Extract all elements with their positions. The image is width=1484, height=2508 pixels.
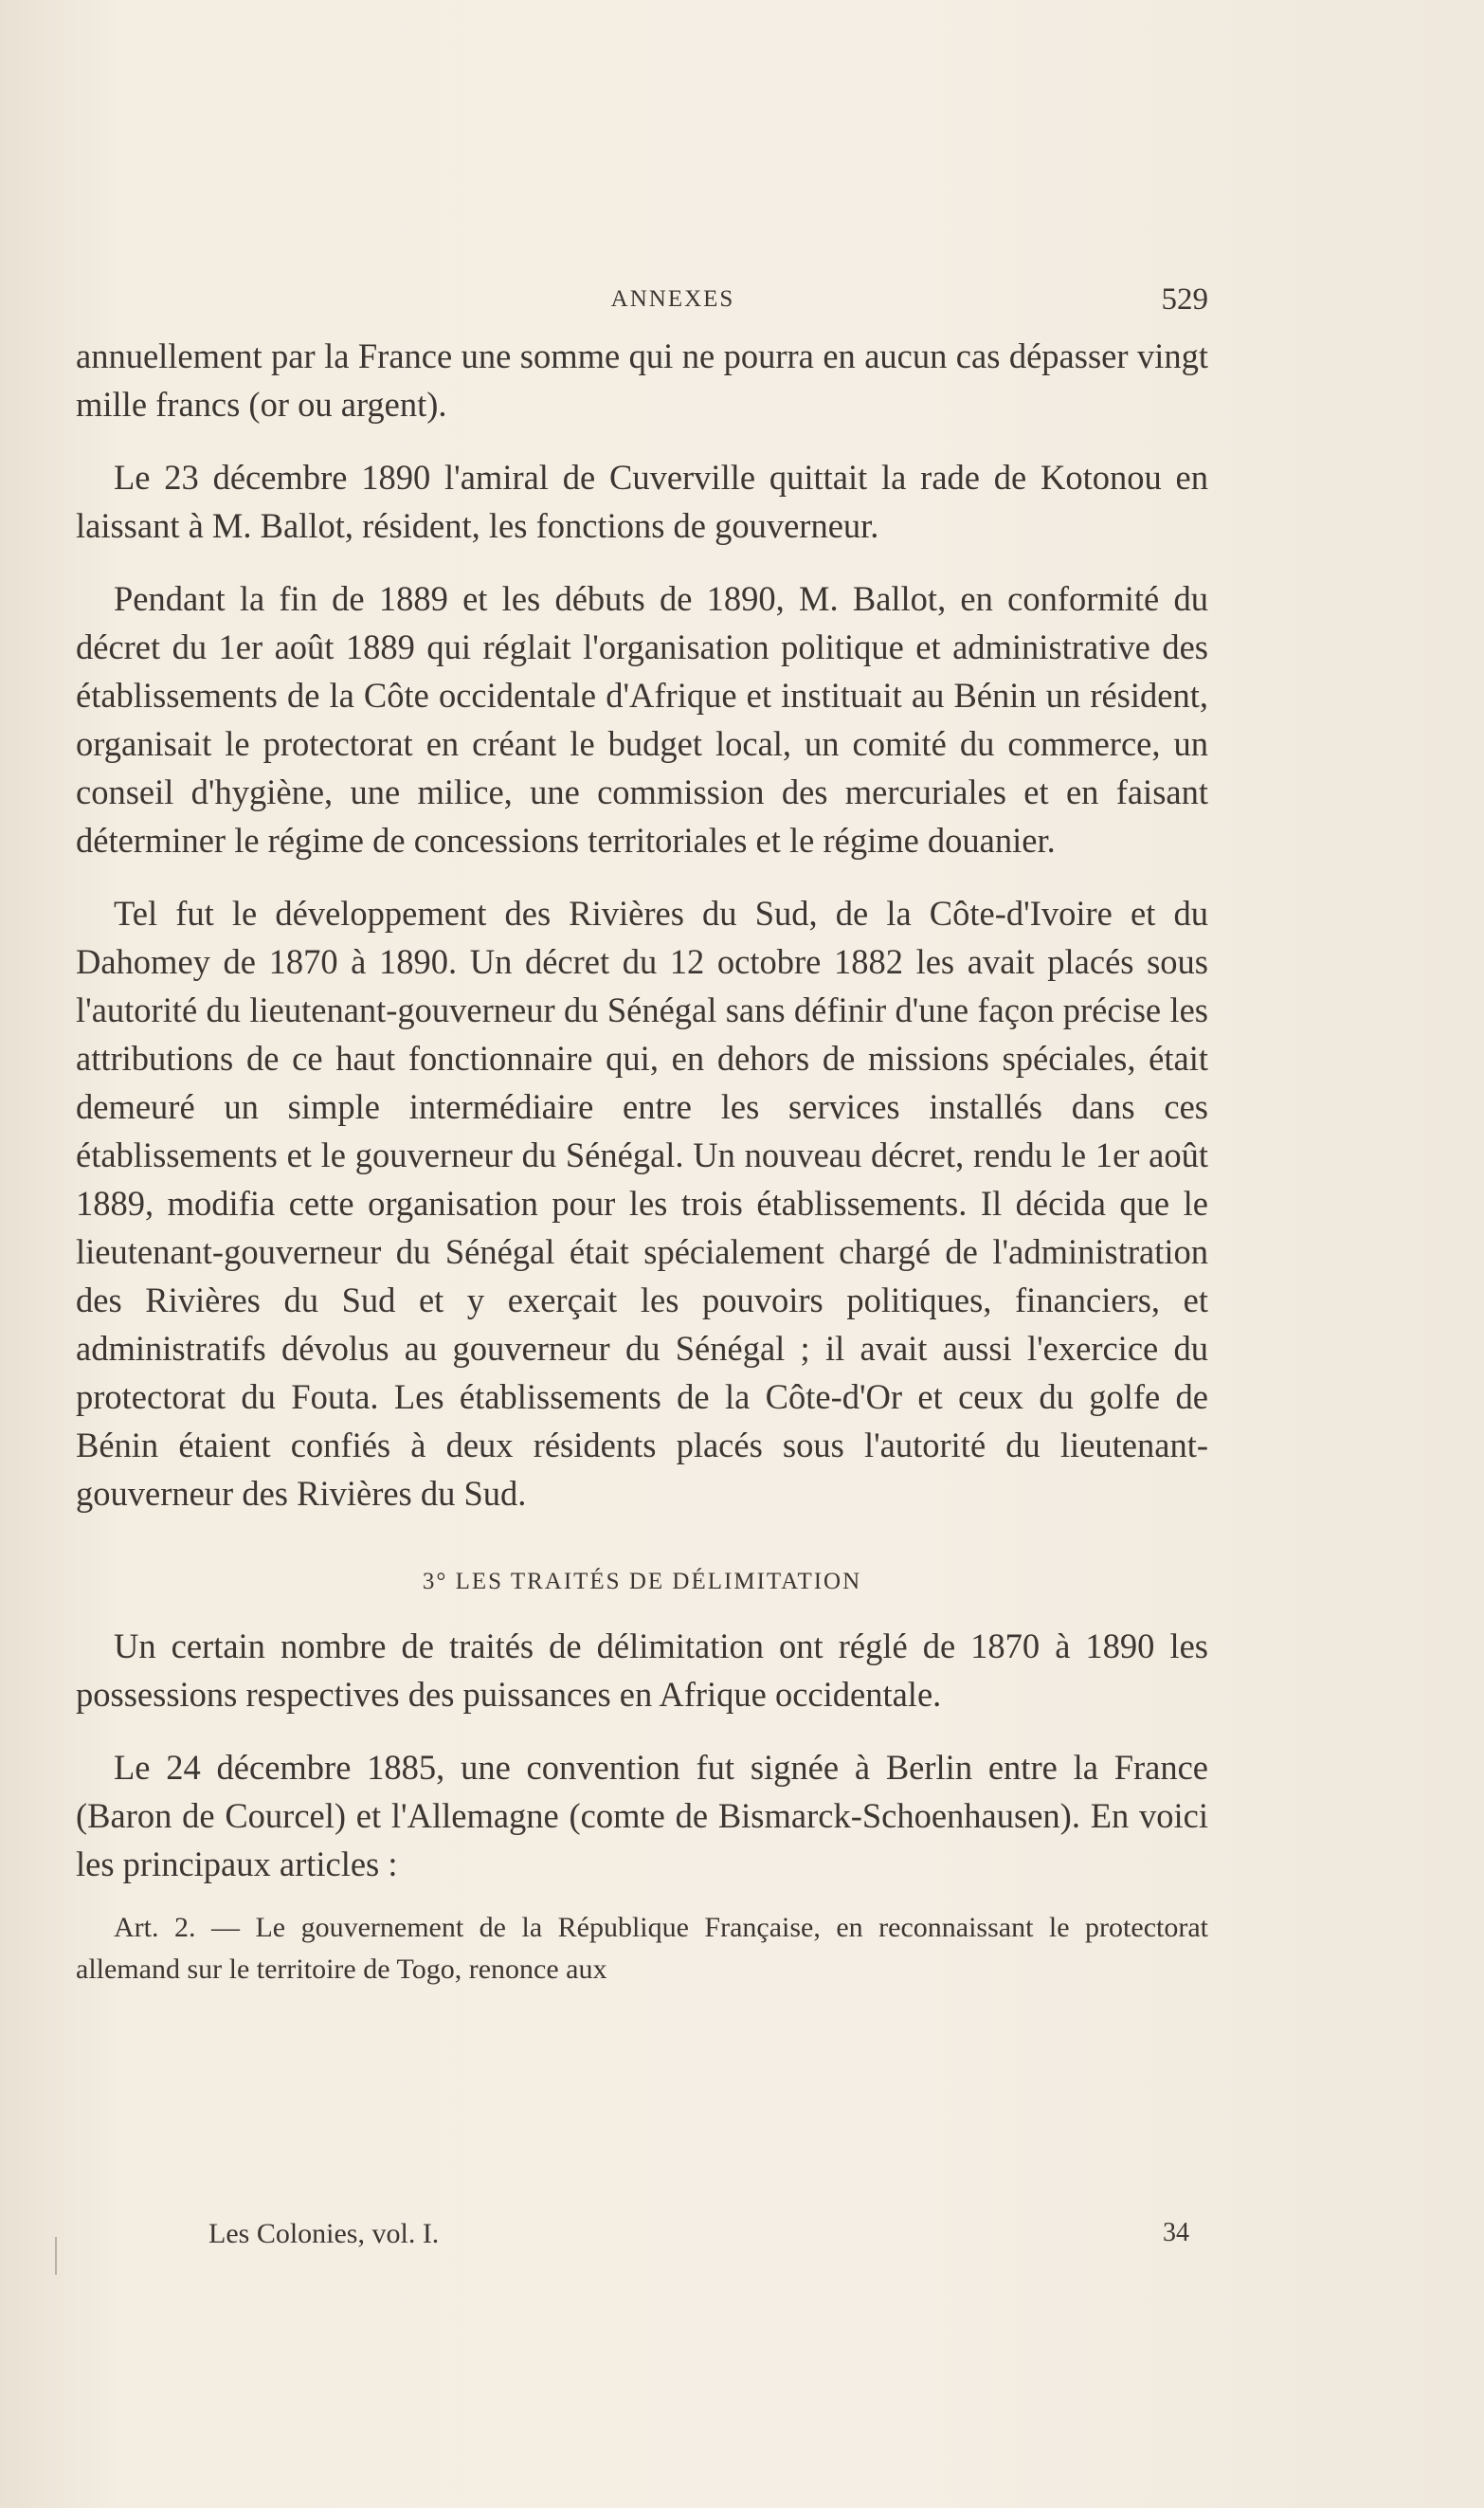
paragraph-delimitation: Un certain nombre de traités de délimitation ont réglé de 1870 à 1890 les possessions respectives des puissances en Afrique occidentale. <box>76 1627 1208 1714</box>
paragraph-ballot: Pendant la fin de 1889 et les débuts de 1890, M. Ballot, en conformité du décret du 1er août 1889 qui réglait l'organisation politique et administrative des établissements de la Côte occidentale d'Afrique et instituait au Bénin un résident, organisait le protectorat en créant le budget local, un comité du commerce, un conseil d'hygiène, une milice, une commission des mercuriales et en faisant déterminer le régime de concessions territoriales et le régime douanier. <box>76 579 1208 860</box>
footer-source: Les Colonies, vol. I. <box>208 2218 440 2249</box>
running-title: ANNEXES <box>610 286 735 312</box>
article-2: Art. 2. — Le gouvernement de la République Française, en reconnaissant le protectorat allemand sur le territoire de Togo, renonce aux <box>76 1912 1208 1985</box>
page-header <box>0 282 1484 320</box>
margin-mark <box>55 2237 57 2275</box>
page-number: 529 <box>1161 282 1208 317</box>
paragraph-development: Tel fut le développement des Rivières du Sud, de la Côte-d'Ivoire et du Dahomey de 1870 à 1890. Un décret du 12 octobre 1882 les avait placés sous l'autorité du lieutenant-gouverneur du Sénégal sans définir d'une façon précise les attributions de ce haut fonctionnaire qui, en dehors de missions spéciales, était demeuré un simple intermédiaire entre les services installés dans ces établissements et le gouverneur du Sénégal. Un nouveau décret, rendu le 1er août 1889, modifia cette organisation pour les trois établissements. Il décida que le lieutenant-gouverneur du Sénégal était spécialement chargé de l'administration des Rivières du Sud et y exerçait les pouvoirs politiques, financiers, et administratifs dévolus au gouverneur du Sénégal ; il avait aussi l'exercice du protectorat du Fouta. Les établissements de la Côte-d'Or et ceux du golfe de Bénin étaient confiés à deux résidents placés sous l'autorité du lieutenant-gouverneur des Rivières du Sud. <box>76 894 1208 1513</box>
page-footer <box>76 2218 1208 2256</box>
signature-mark: 34 <box>1163 2218 1189 2247</box>
paragraph-convention: Le 24 décembre 1885, une convention fut signée à Berlin entre la France (Baron de Courcel) et l'Allemagne (comte de Bismarck-Schoenhausen). En voici les principaux articles : <box>76 1748 1208 1883</box>
body-text <box>76 332 1208 1990</box>
paragraph-cuverville: Le 23 décembre 1890 l'amiral de Cuverville quittait la rade de Kotonou en laissant à M. Ballot, résident, les fonctions de gouverneur. <box>76 458 1208 545</box>
section-heading: 3° LES TRAITÉS DE DÉLIMITATION <box>422 1569 862 1594</box>
paragraph-continuation: annuellement par la France une somme qui ne pourra en aucun cas dépasser vingt mille francs (or ou argent). <box>76 336 1208 424</box>
